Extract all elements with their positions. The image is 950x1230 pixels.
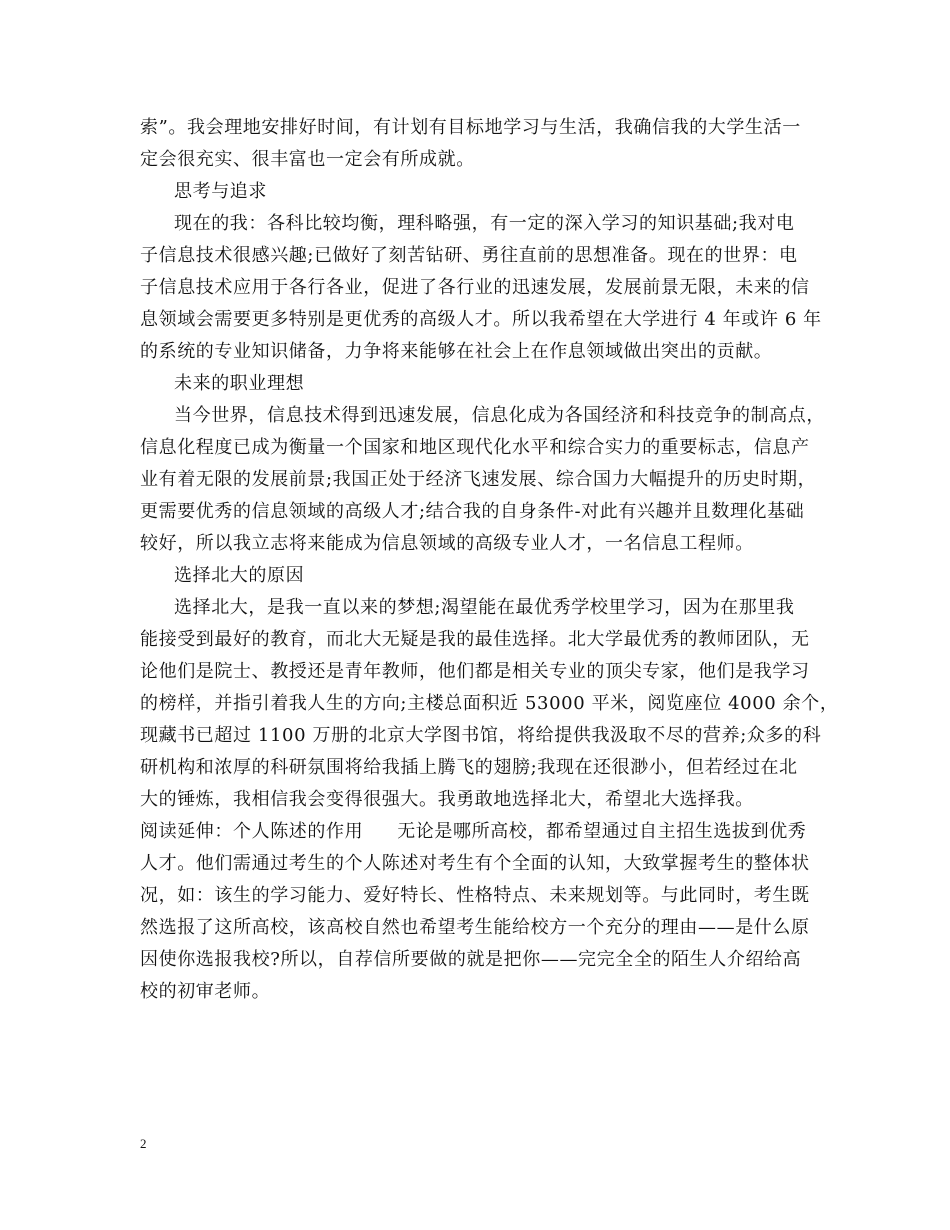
paragraph-line: 定会很充实、很丰富也一定会有所成就。 (140, 149, 475, 170)
paragraph-line: 的系统的专业知识储备，力争将来能够在社会上在作息领域做出突出的贡献。 (140, 341, 773, 362)
reading-extension-text: 无论是哪所高校，都希望通过自主招生选拔到优秀 (397, 821, 807, 842)
paragraph-line: 因使你选报我校?所以，自荐信所要做的就是把你——完完全全的陌生人介绍给高 (140, 949, 802, 970)
paragraph-line: 业有着无限的发展前景;我国正处于经济飞速发展、综合国力大幅提升的历史时期， (140, 469, 817, 490)
paragraph-line: 息领域会需要更多特别是更优秀的高级人才。所以我希望在大学进行 4 年或许 6 年 (140, 309, 822, 330)
section-heading: 思考与追求 (174, 181, 267, 202)
paragraph-line: 信息化程度已成为衡量一个国家和地区现代化水平和综合实力的重要标志，信息产 (140, 437, 810, 458)
paragraph-line: 子信息技术应用于各行各业，促进了各行业的迅速发展，发展前景无限，未来的信 (140, 277, 810, 298)
paragraph-line: 现在的我：各科比较均衡，理科略强，有一定的深入学习的知识基础;我对电 (174, 213, 795, 234)
paragraph-line: 人才。他们需通过考生的个人陈述对考生有个全面的认知，大致掌握考生的整体状 (140, 853, 810, 874)
paragraph-line: 现藏书已超过 1100 万册的北京大学图书馆，将给提供我汲取不尽的营养;众多的科 (140, 725, 822, 746)
paragraph-line: 的榜样，并指引着我人生的方向;主楼总面积近 53000 平米，阅览座位 4000 余个， (140, 693, 839, 714)
section-heading: 选择北大的原因 (174, 565, 305, 586)
paragraph-line: 能接受到最好的教育，而北大无疑是我的最佳选择。北大学最优秀的教师团队，无 (140, 629, 810, 650)
section-heading: 未来的职业理想 (174, 373, 305, 394)
paragraph-line: 当今世界，信息技术得到迅速发展，信息化成为各国经济和科技竞争的制高点， (174, 405, 825, 426)
paragraph-line: 大的锤炼，我相信我会变得很强大。我勇敢地选择北大，希望北大选择我。 (140, 789, 754, 810)
paragraph-line: 论他们是院士、教授还是青年教师，他们都是相关专业的顶尖专家，他们是我学习 (140, 661, 810, 682)
paragraph-line: 子信息技术很感兴趣;已做好了刻苦钻研、勇往直前的思想准备。现在的世界：电 (140, 245, 798, 266)
paragraph-line: 校的初审老师。 (140, 981, 271, 1002)
reading-extension-line (140, 816, 812, 848)
paragraph-line: 更需要优秀的信息领域的高级人才;结合我的自身条件-对此有兴趣并且数理化基础 (140, 501, 805, 522)
paragraph-line: 较好，所以我立志将来能成为信息领域的高级专业人才，一名信息工程师。 (140, 533, 754, 554)
paragraph-line: 况，如：该生的学习能力、爱好特长、性格特点、未来规划等。与此同时，考生既 (140, 885, 810, 906)
paragraph-line: 然选报了这所高校，该高校自然也希望考生能给校方一个充分的理由——是什么原 (140, 917, 810, 938)
document-body (140, 112, 839, 1008)
reading-extension-heading: 阅读延伸：个人陈述的作用 (140, 821, 364, 842)
paragraph-line: 索”。我会理地安排好时间，有计划有目标地学习与生活，我确信我的大学生活一 (140, 117, 801, 138)
paragraph-line: 研机构和浓厚的科研氛围将给我插上腾飞的翅膀;我现在还很渺小，但若经过在北 (140, 757, 798, 778)
page-number: 2 (140, 1136, 147, 1151)
paragraph-line: 选择北大，是我一直以来的梦想;渴望能在最优秀学校里学习，因为在那里我 (174, 597, 795, 618)
